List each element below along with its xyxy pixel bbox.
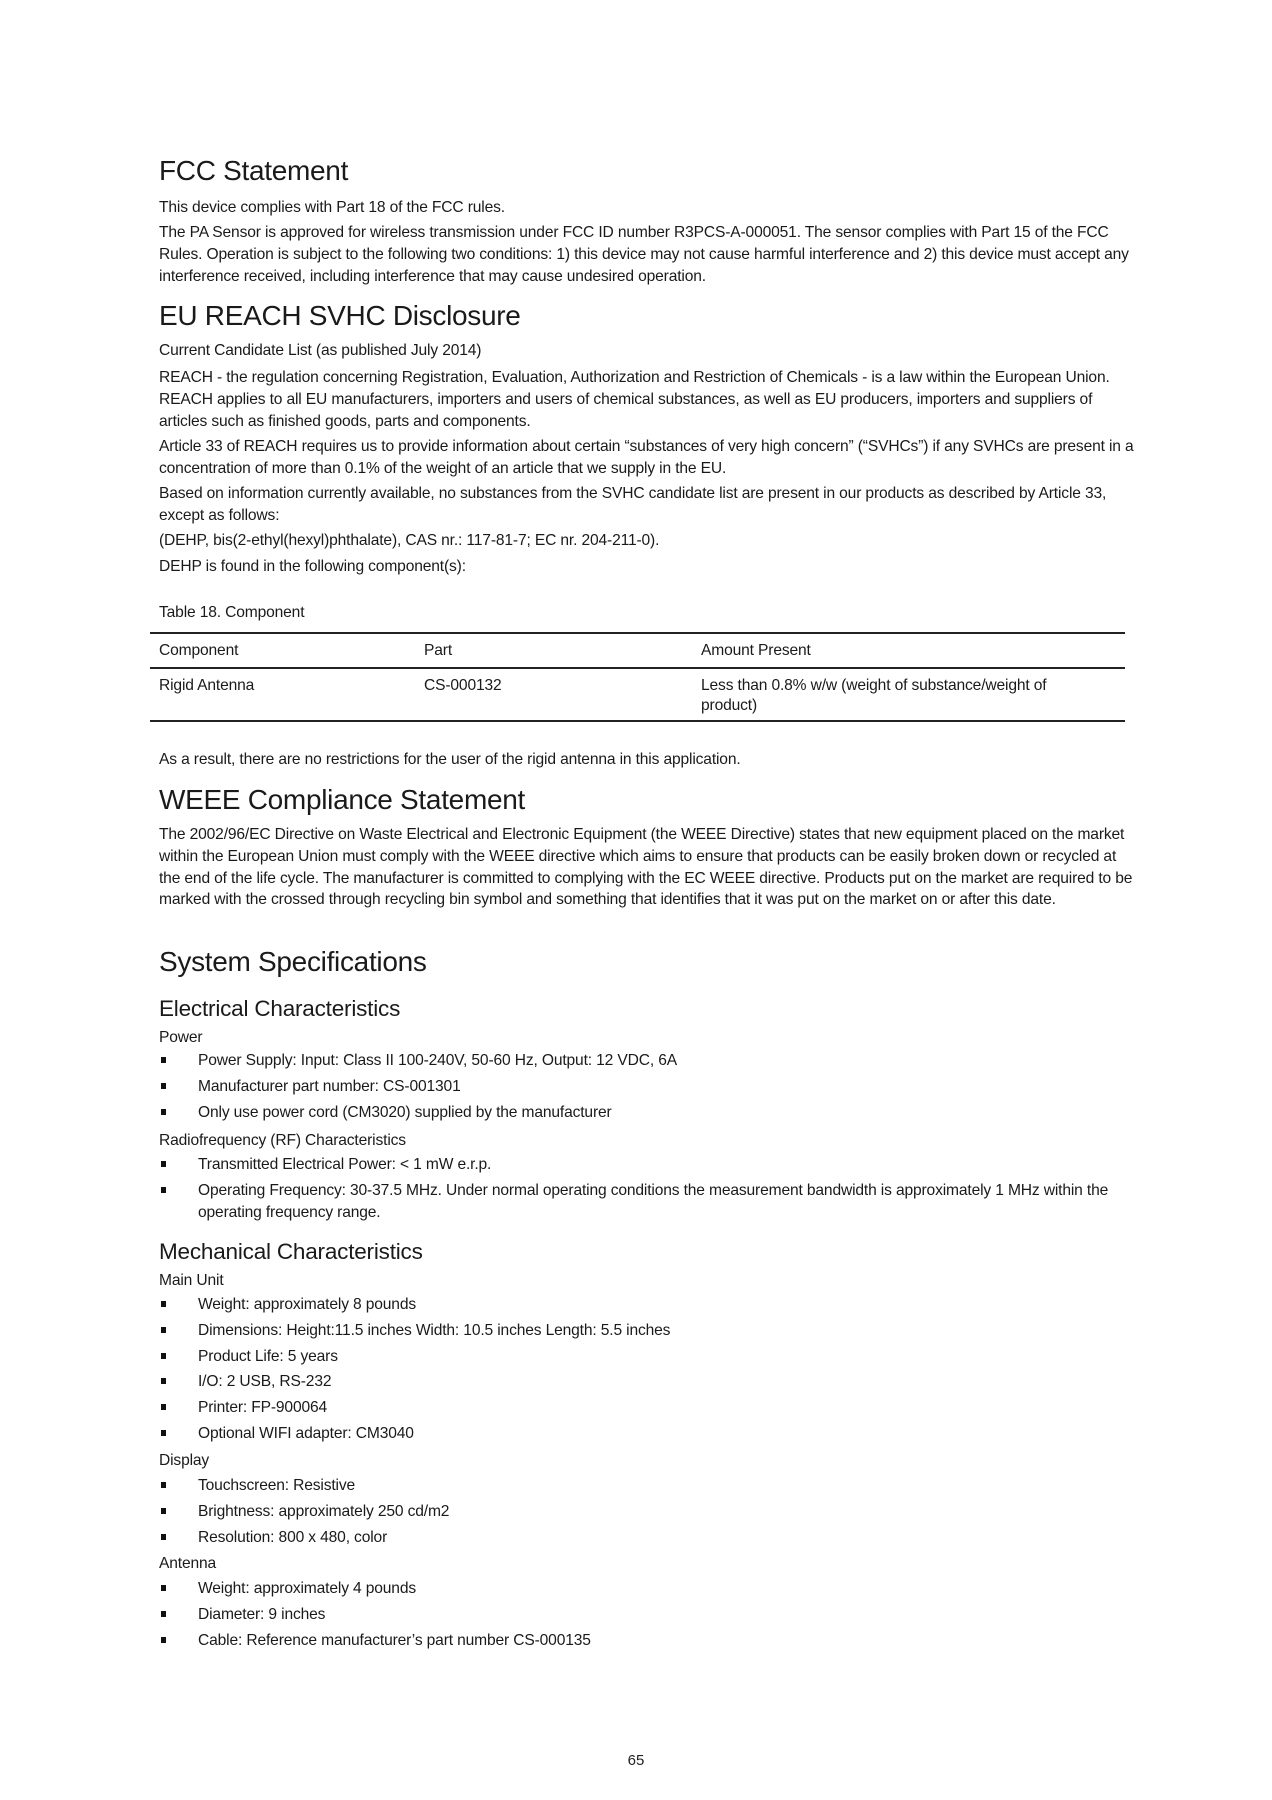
bullet-icon	[161, 1161, 166, 1167]
weee-heading: WEEE Compliance Statement	[159, 784, 525, 815]
bullet-icon	[161, 1301, 166, 1307]
bullet-icon	[161, 1404, 166, 1410]
bullet-icon	[161, 1353, 166, 1359]
power-list	[159, 1050, 1139, 1123]
bullet-icon	[161, 1508, 166, 1514]
list-item: Manufacturer part number: CS-001301	[159, 1076, 1139, 1098]
display-label: Display	[159, 1452, 210, 1469]
bullet-icon	[161, 1187, 166, 1193]
bullet-icon	[161, 1057, 166, 1063]
table-header-row	[150, 633, 1125, 668]
reach-paragraph-2: REACH - the regulation concerning Registration, Evaluation, Authorization and Restriction of Chemicals - is a law within the European Union. REACH applies to all EU manufacturers, importers and users of chemical substances, as well as EU producers, importers and suppliers of articles such as finished goods, parts and components.	[159, 369, 1110, 430]
list-item: Resolution: 800 x 480, color	[159, 1527, 1139, 1549]
table-row	[150, 668, 1125, 721]
rf-list	[159, 1154, 1139, 1223]
power-label: Power	[159, 1029, 203, 1046]
table-header-part: Part	[424, 642, 452, 659]
list-item: Touchscreen: Resistive	[159, 1475, 1139, 1497]
list-item: Weight: approximately 8 pounds	[159, 1294, 1139, 1316]
bullet-icon	[161, 1378, 166, 1384]
specs-heading: System Specifications	[159, 946, 427, 977]
list-item: Brightness: approximately 250 cd/m2	[159, 1501, 1139, 1523]
table-header-component: Component	[159, 642, 239, 659]
reach-paragraph-3: Article 33 of REACH requires us to provide information about certain “substances of very high concern” (“SVHCs”) if any SVHCs are present in a concentration of more than 0.1% of the weight of an article that we supply in the EU.	[159, 438, 1134, 477]
bullet-icon	[161, 1109, 166, 1115]
reach-paragraph-6: DEHP is found in the following component(s):	[159, 558, 466, 575]
component-table	[150, 632, 1125, 722]
list-item: I/O: 2 USB, RS-232	[159, 1371, 1139, 1393]
table-cell-amount: Less than 0.8% w/w (weight of substance/weight of product)	[701, 677, 1047, 714]
reach-paragraph-4: Based on information currently available, no substances from the SVHC candidate list are present in our products as described by Article 33, except as follows:	[159, 485, 1107, 524]
electrical-heading: Electrical Characteristics	[159, 996, 401, 1021]
list-item: Cable: Reference manufacturer’s part number CS-000135	[159, 1630, 1139, 1652]
bullet-icon	[161, 1611, 166, 1617]
mechanical-heading: Mechanical Characteristics	[159, 1239, 423, 1264]
list-item: Transmitted Electrical Power: < 1 mW e.r.p.	[159, 1154, 1139, 1176]
reach-paragraph-1: Current Candidate List (as published July 2014)	[159, 342, 482, 359]
main-unit-list	[159, 1294, 1139, 1445]
table-cell-part: CS-000132	[424, 677, 502, 694]
list-item: Dimensions: Height:11.5 inches Width: 10.5 inches Length: 5.5 inches	[159, 1320, 1139, 1342]
bullet-icon	[161, 1637, 166, 1643]
bullet-icon	[161, 1083, 166, 1089]
fcc-paragraph-2: The PA Sensor is approved for wireless transmission under FCC ID number R3PCS-A-000051. The sensor complies with Part 15 of the FCC Rules. Operation is subject to the following two conditions: 1) this device may not cause harmful interference and 2) this device must accept any interference received, including interference that may cause undesired operation.	[159, 224, 1129, 285]
table-cell-component: Rigid Antenna	[159, 677, 255, 694]
bullet-icon	[161, 1327, 166, 1333]
list-item: Weight: approximately 4 pounds	[159, 1578, 1139, 1600]
reach-paragraph-5: (DEHP, bis(2-ethyl(hexyl)phthalate), CAS nr.: 117-81-7; EC nr. 204-211-0).	[159, 532, 660, 549]
list-item: Product Life: 5 years	[159, 1346, 1139, 1368]
page-number: 65	[627, 1752, 645, 1769]
list-item: Only use power cord (CM3020) supplied by the manufacturer	[159, 1102, 1139, 1124]
antenna-label: Antenna	[159, 1555, 217, 1572]
antenna-list	[159, 1578, 1139, 1651]
list-item: Printer: FP-900064	[159, 1397, 1139, 1419]
fcc-paragraph-1: This device complies with Part 18 of the FCC rules.	[159, 199, 505, 216]
bullet-icon	[161, 1585, 166, 1591]
rf-label: Radiofrequency (RF) Characteristics	[159, 1132, 406, 1149]
bullet-icon	[161, 1482, 166, 1488]
list-item: Optional WIFI adapter: CM3040	[159, 1423, 1139, 1445]
display-list	[159, 1475, 1139, 1548]
table-caption: Table 18. Component	[159, 604, 305, 621]
reach-heading: EU REACH SVHC Disclosure	[159, 300, 521, 331]
list-item: Operating Frequency: 30-37.5 MHz. Under normal operating conditions the measurement bandwidth is approximately 1 MHz within the operating frequency range.	[159, 1180, 1139, 1224]
bullet-icon	[161, 1430, 166, 1436]
list-item: Diameter: 9 inches	[159, 1604, 1139, 1626]
table-header-amount: Amount Present	[701, 642, 811, 659]
fcc-heading: FCC Statement	[159, 155, 349, 186]
reach-paragraph-7: As a result, there are no restrictions for the user of the rigid antenna in this application.	[159, 751, 741, 768]
weee-paragraph: The 2002/96/EC Directive on Waste Electrical and Electronic Equipment (the WEEE Directive) states that new equipment placed on the market within the European Union must comply with the WEEE directive which aims to ensure that products can be easily broken down or recycled at the end of the life cycle. The manufacturer is committed to complying with the EC WEEE directive. Products put on the market are required to be marked with the crossed through recycling bin symbol and something that identifies that it was put on the market on or after this date.	[159, 826, 1133, 909]
bullet-icon	[161, 1534, 166, 1540]
list-item: Power Supply: Input: Class II 100-240V, 50-60 Hz, Output: 12 VDC, 6A	[159, 1050, 1139, 1072]
main-unit-label: Main Unit	[159, 1272, 224, 1289]
